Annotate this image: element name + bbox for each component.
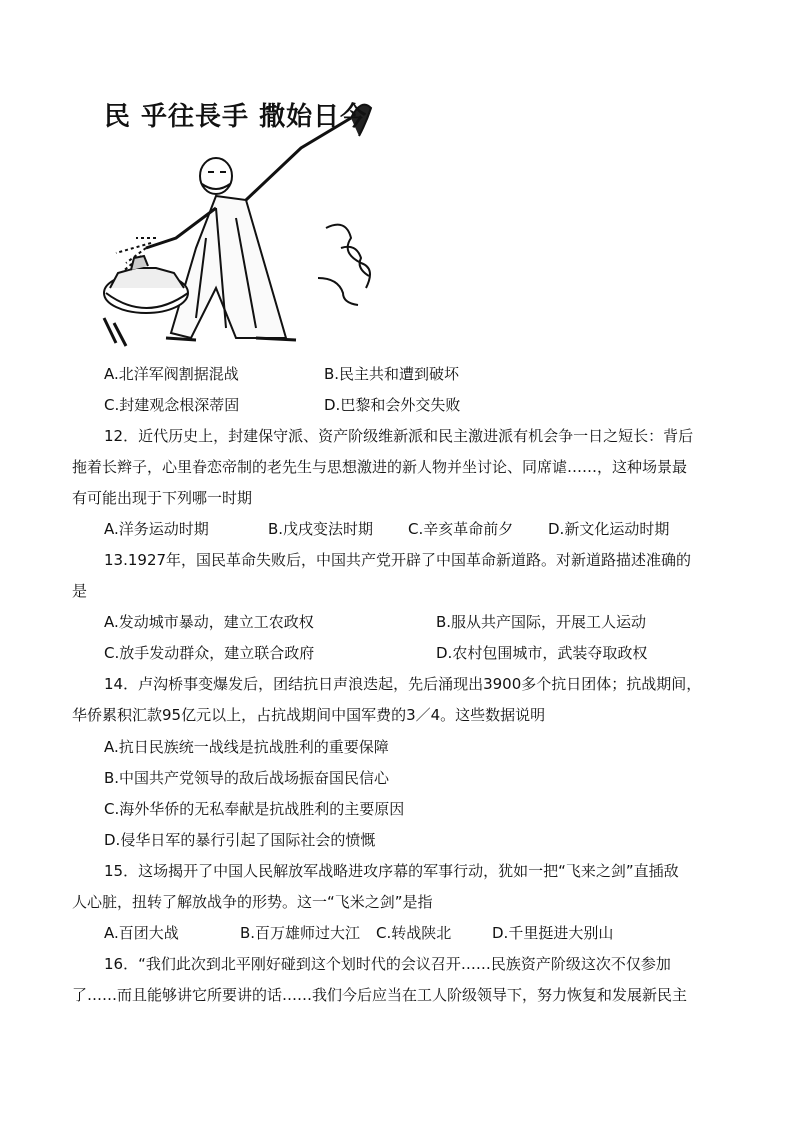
cartoon-caption: 民 乎往長手 撒始日今 xyxy=(104,102,368,132)
q14-option-c: C.海外华侨的无私奉献是抗战胜利的主要原因 xyxy=(104,800,405,818)
q15-option-a: A.百团大战 xyxy=(104,924,179,942)
q12-stem-line2: 拖着长辫子，心里眷恋帝制的老先生与思想激进的新人物并坐讨论、同席谑……，这种场景最 xyxy=(72,458,688,476)
q14-option-b: B.中国共产党领导的敌后战场振奋国民信心 xyxy=(104,769,390,787)
q13-stem-line1: 13.1927年，国民革命失败后，中国共产党开辟了中国革命新道路。对新道路描述准确的 xyxy=(104,551,692,569)
q12-option-a: A.洋务运动时期 xyxy=(104,520,209,538)
q15-option-d: D.千里挺进大别山 xyxy=(492,924,614,942)
q13-option-b: B.服从共产国际，开展工人运动 xyxy=(436,613,647,631)
q11-option-a: A.北洋军阀割据混战 xyxy=(104,365,239,383)
q11-option-d: D.巴黎和会外交失败 xyxy=(324,396,461,414)
q15-option-c: C.转战陕北 xyxy=(376,924,452,942)
q16-stem-line2: 了……而且能够讲它所要讲的话……我们今后应当在工人阶级领导下，努力恢复和发展新民主 xyxy=(72,986,688,1004)
q12-option-d: D.新文化运动时期 xyxy=(548,520,670,538)
q11-option-c: C.封建观念根深蒂固 xyxy=(104,396,240,414)
q11-option-b: B.民主共和遭到破坏 xyxy=(324,365,460,383)
q12-stem-line3: 有可能出现于下列哪一时期 xyxy=(72,489,253,507)
q14-option-d: D.侵华日军的暴行引起了国际社会的愤慨 xyxy=(104,831,376,849)
q14-stem-line1: 14．卢沟桥事变爆发后，团结抗日声浪迭起，先后涌现出3900多个抗日团体；抗战期间， xyxy=(104,675,702,693)
q14-stem-line2: 华侨累积汇款95亿元以上，占抗战期间中国军费的3／4。这些数据说明 xyxy=(72,706,546,724)
q14-option-a: A.抗日民族统一战线是抗战胜利的重要保障 xyxy=(104,738,389,756)
q12-option-b: B.戊戌变法时期 xyxy=(268,520,374,538)
q15-stem-line1: 15．这场揭开了中国人民解放军战略进攻序幕的军事行动，犹如一把“飞来之剑”直插敌 xyxy=(104,862,679,880)
q12-option-c: C.辛亥革命前夕 xyxy=(408,520,514,538)
q13-option-c: C.放手发动群众，建立联合政府 xyxy=(104,644,315,662)
q13-stem-line2: 是 xyxy=(72,582,88,600)
q15-option-b: B.百万雄师过大江 xyxy=(240,924,361,942)
q13-option-d: D.农村包围城市，武装夺取政权 xyxy=(436,644,648,662)
q13-option-a: A.发动城市暴动，建立工农政权 xyxy=(104,613,314,631)
q16-stem-line1: 16．“我们此次到北平刚好碰到这个划时代的会议召开……民族资产阶级这次不仅参加 xyxy=(104,955,671,973)
q15-stem-line2: 人心脏，扭转了解放战争的形势。这一“飞米之剑”是指 xyxy=(72,893,433,911)
q12-stem-line1: 12．近代历史上，封建保守派、资产阶级维新派和民主激进派有机会争一日之短长：背后 xyxy=(104,427,694,445)
